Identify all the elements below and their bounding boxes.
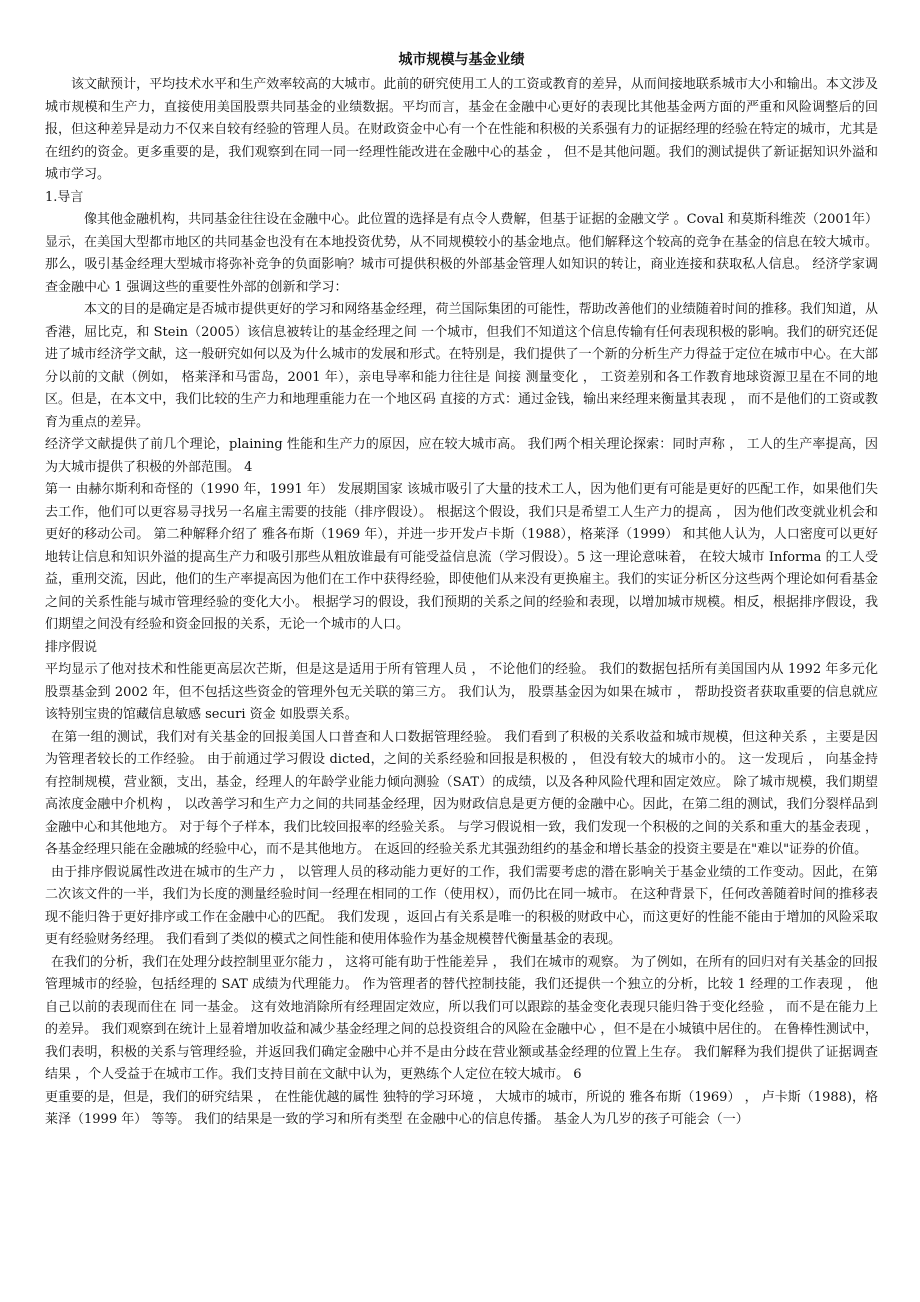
document-title: 城市规模与基金业绩	[398, 52, 525, 68]
body-paragraph: 经济学文献提供了前几个理论，plaining 性能和生产力的原因，应在较大城市高。 我们两个相关理论探索：同时声称 ， 工人的生产率提高，因为大城市提供了积极的外部范围。 4	[45, 437, 878, 475]
body-paragraph: 在我们的分析，我们在处理分歧控制里亚尔能力 ， 这将可能有助于性能差异 ， 我们在城市的观察。 为了例如，在所有的回归对有关基金的回报管理城市的经验，包括经理的 SAT 成绩为代理能力。 作为管理者的替代控制技能，我们还提供一个独立的分析，比较 1 经理的工作表现 ， 他 自己以前的表现而住在 同一基金。 这有效地消除所有经理固定效应，所以我们可以跟踪的基金变化表现只能归咎于变化经验 ， 而不是在能力上的差异。 我们观察到在统计上显着增加收益和减少基金经理之间的总投资组合的风险在金融中心 ，但不是在小城镇中居住的。 在鲁棒性测试中，我们表明，积极的关系与管理经验，并返回我们确定金融中心并不是由分歧在营业额或基金经理的位置上生存。 我们解释为我们提供了证据调查结果 ，个人受益于在城市工作。我们支持目前在文献中认为，更熟练个人定位在较大城市。 6	[45, 954, 878, 1082]
body-paragraph: 本文的目的是确定是否城市提供更好的学习和网络基金经理，荷兰国际集团的可能性，帮助改善他们的业绩随着时间的推移。我们知道，从香港，屈比克，和 Stein（2005）该信息被转让的基金经理之间 一个城市，但我们不知道这个信息传输有任何表现积极的影响。我们的研究还促进了城市经济学文献，这一般研究如何以及为什么城市的发展和形式。在特别是，我们提供了一个新的分析生产力得益于定位在城市中心。在大部分以前的文献（例如， 格莱泽和马雷岛，2001 年），亲电导率和能力往往是 间接 测量变化 ， 工资差别和各工作教育地球资源卫星在不同的地区。但是，在本文中，我们比较的生产力和地理重能力在一个地区码 直接的方式：通过金钱，输出来经理来衡量其表现 ， 而不是他们的工资或教育为重点的差异。	[45, 302, 878, 430]
body-paragraph: 由于排序假说属性改进在城市的生产力 ， 以管理人员的移动能力更好的工作，我们需要考虑的潜在影响关于基金业绩的工作变动。因此，在第二次该文件的一半，我们为长度的测量经验时间一经理在相同的工作（使用权），而仍比在同一城市。 在这种背景下，任何改善随着时间的推移表现不能归咎于更好排序或工作在金融中心的匹配。 我们发现 ，返回占有关系是唯一的积极的财政中心，而这更好的性能不能由于增加的风险采取更有经验财务经理。 我们看到了类似的模式之间性能和使用体验作为基金规模替代衡量基金的表现。	[45, 864, 878, 947]
body-paragraph: 平均显示了他对技术和性能更高层次芒斯，但是这是适用于所有管理人员 ， 不论他们的经验。 我们的数据包括所有美国国内从 1992 年多元化股票基金到 2002 年，但不包括这些资金的管理外包无关联的第三方。 我们认为， 股票基金因为如果在城市 ， 帮助投资者获取重要的信息就应该特别宝贵的馆藏信息敏感 securi 资金 如股票关系。	[45, 662, 878, 722]
body-paragraph: 在第一组的测试，我们对有关基金的回报美国人口普查和人口数据管理经验。 我们看到了积极的关系收益和城市规模，但这种关系 ，主要是因为管理者较长的工作经验。 由于前通过学习假设 dicted，之间的关系经验和回报是积极的 ， 但没有较大的城市小的。 这一发现后 ， 向基金持有控制规模，营业额，支出，基金，经理人的年龄学业能力倾向测验（SAT）的成绩，以及各种风险代理和固定效应。 除了城市规模，我们期望高浓度金融中介机构 ， 以改善学习和生产力之间的共同基金经理，因为财政信息是更方便的金融中心。因此，在第二组的测试，我们分裂样品到金融中心和其他地方。 对于每个子样本，我们比较回报率的经验关系。 与学习假说相一致，我们发现一个积极的之间的关系和重大的基金表现 ，各基金经理只能在金融城的经验中心，而不是其他地方。 在返回的经验关系尤其强劲组约的基金和增长基金的投资主要是在"难以"证券的价值。	[45, 729, 878, 857]
body-paragraph: 第一 由赫尔斯利和奇怪的（1990 年，1991 年） 发展期国家 该城市吸引了大量的技术工人，因为他们更有可能是更好的匹配工作，如果他们失去工作，他们可以更容易寻找另一名雇主需要的技能（排序假设）。 根据这个假设，我们只是希望工人生产力的提高 ， 因为他们改变就业机会和更好的移动公司。 第二种解释介绍了 雅各布斯（1969 年），并进一步开发卢卡斯（1988），格莱泽（1999） 和其他人认为，人口密度可以更好地转让信息和知识外溢的提高生产力和吸引那些从粗放谁最有可能受益信息流（学习假设）。5 这一理论意味着， 在较大城市 Informa 的工人受益，重刑交流，因此，他们的生产率提高因为他们在工作中获得经验，即使他们从来没有更换雇主。我们的实证分析区分这些两个理论如何看基金之间的关系性能与城市管理经验的变化大小。 根据学习的假设，我们预期的关系之间的经验和表现，以增加城市规模。相反，根据排序假设，我们期望之间没有经验和资金回报的关系，无论一个城市的人口。	[45, 482, 878, 632]
section-heading-sorting-hypothesis: 排序假说	[45, 639, 98, 655]
abstract-paragraph: 该文献预计，平均技术水平和生产效率较高的大城市。此前的研究使用工人的工资或教育的差异，从而间接地联系城市大小和输出。本文涉及城市规模和生产力，直接使用美国股票共同基金的业绩数据。平均而言，基金在金融中心更好的表现比其他基金两方面的严重和风险调整后的回报，但这种差异是动力不仅来自较有经验的管理人员。在财政资金中心有一个在性能和积极的关系强有力的证据经理的经验在特定的城市，尤其是在纽约的资金。更多重要的是，我们观察到在同一同一经理性能改进在金融中心的基金 ， 但不是其他问题。我们的测试提供了新证据知识外溢和城市学习。	[45, 77, 878, 182]
section-heading-introduction: 1.导言	[45, 189, 84, 205]
body-paragraph: 像其他金融机构，共同基金往往设在金融中心。此位置的选择是有点令人费解，但基于证据的金融文学 。Coval 和莫斯科维茨（2001年）显示，在美国大型都市地区的共同基金也没有在本地投资优势，从不同规模较小的基金地点。他们解释这个较高的竞争在基金的信息在较大城市。 那么，吸引基金经理大型城市将弥补竞争的负面影响？城市可提供积极的外部基金管理人如知识的转让，商业连接和获取私人信息。 经济学家调查金融中心 1 强调这些的重要性外部的创新和学习：	[45, 212, 878, 295]
body-paragraph: 更重要的是，但是，我们的研究结果 ， 在性能优越的属性 独特的学习环境 ， 大城市的城市，所说的 雅各布斯（1969） ， 卢卡斯（1988)，格莱泽（1999 年） 等等。 我们的结果是一致的学习和所有类型 在金融中心的信息传播。 基金人为几岁的孩子可能会（一）	[45, 1089, 878, 1127]
